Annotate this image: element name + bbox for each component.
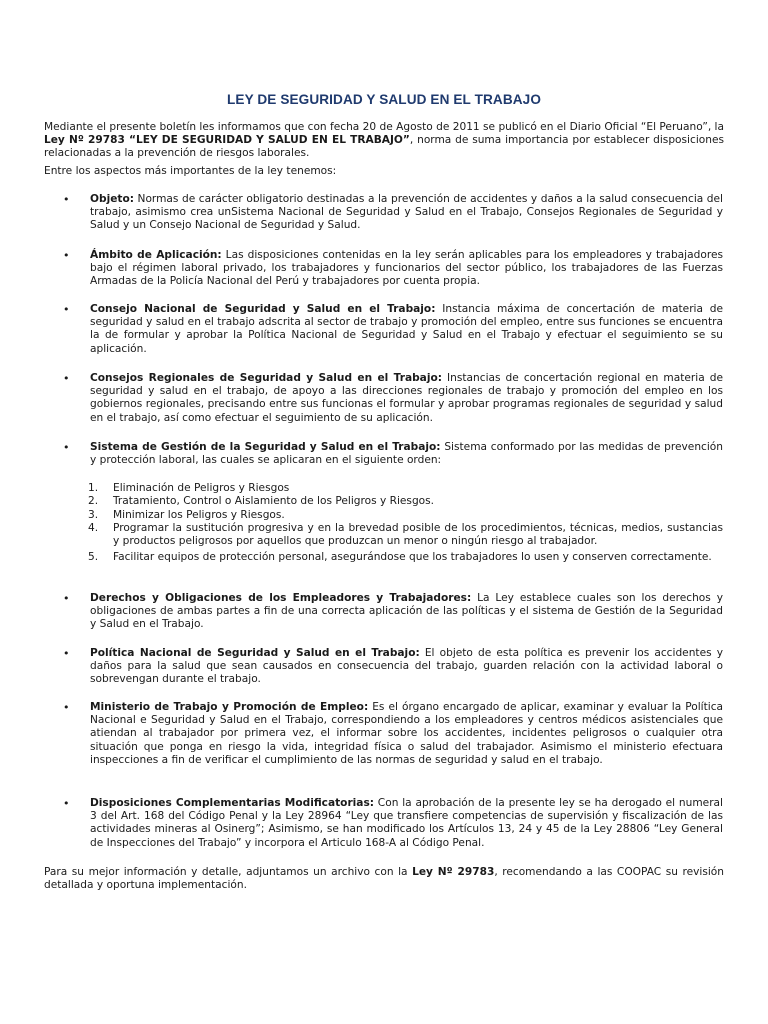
bullet-text (90, 372, 723, 425)
bullet-description: Sistema conformado por las medidas de prevención y protección laboral, las cuales se aplicaran en el siguiente orden: (90, 441, 723, 467)
bullet-symbol: • (63, 797, 70, 810)
item-number: 2. (88, 495, 99, 507)
bullet-description: Las disposiciones contenidas en la ley serán aplicables para los empleadores y trabajadores bajo el régimen laboral privado, los trabajadores y funcionarios del sector público, los trabajadores de las Fuerzas Armadas de la Policía Nacional del Perú y trabajadores por cuenta propia. (90, 249, 723, 288)
intro-paragraph (44, 121, 724, 161)
bullet-text (90, 193, 723, 233)
bullet-symbol: • (63, 303, 70, 316)
bullet-description: El objeto de esta política es prevenir los accidentes y daños para la salud que sean causados en consecuencia del trabajo, guarden relación con la actividad laboral o sobrevengan durante el trabajo. (90, 647, 723, 686)
bullet-symbol: • (63, 701, 70, 714)
bullet-text (90, 647, 723, 687)
bullet-symbol: • (63, 441, 70, 454)
bullet-label: Consejo Nacional de Seguridad y Salud en el Trabajo: (90, 303, 436, 315)
bullet-label: Sistema de Gestión de la Seguridad y Salud en el Trabajo: (90, 441, 441, 453)
item-text: Tratamiento, Control o Aislamiento de los Peligros y Riesgos. (113, 495, 435, 507)
bullet-text (90, 303, 723, 356)
bullet-text (90, 797, 723, 850)
intro-text-start: Mediante el presente boletín les informamos que con fecha 20 de Agosto de 2011 se publicó en el Diario Oficial “El Peruano”, la (44, 121, 724, 133)
closing-paragraph (44, 866, 724, 892)
closing-text-start: Para su mejor información y detalle, adjuntamos un archivo con la (44, 866, 413, 878)
bullet-label: Política Nacional de Seguridad y Salud en el Trabajo: (90, 647, 420, 659)
bullet-label: Disposiciones Complementarias Modificatorias: (90, 797, 374, 809)
bullet-description: Es el órgano encargado de aplicar, examinar y evaluar la Política Nacional e Seguridad y Salud en el Trabajo, correspondiendo a los empleadores y centros médicos asistenciales que atiendan al trabajador por primera vez, el informar sobre los accidentes, incidentes peligrosos o cualquier otra situación que ponga en riesgo la vida, integridad física o salud del trabajador. Asimismo el ministerio efectuara inspecciones a fin de verificar el cumplimiento de las normas de seguridad y salud en el trabajo. (90, 701, 724, 766)
bullet-symbol: • (63, 372, 70, 385)
item-number: 1. (88, 482, 99, 494)
bullet-text (90, 701, 723, 767)
bullet-text (90, 441, 723, 467)
bullet-symbol: • (63, 249, 70, 262)
intro-text-end: , norma de suma importancia por establecer disposiciones relacionadas a la prevención de riesgos laborales. (44, 134, 724, 160)
bullet-symbol: • (63, 193, 70, 206)
aspects-intro-line: Entre los aspectos más importantes de la ley tenemos: (44, 165, 337, 177)
closing-text-end: , recomendando a las COOPAC su revisión detallada y oportuna implementación. (44, 866, 724, 892)
bullet-description: La Ley establece cuales son los derechos y obligaciones de ambas partes a fin de una correcta aplicación de las políticas y el sistema de Gestión de la Seguridad y Salud en el Trabajo. (90, 592, 723, 631)
item-number: 5. (88, 551, 99, 563)
item-text: Facilitar equipos de protección personal, asegurándose que los trabajadores lo usen y conserven correctamente. (113, 551, 712, 563)
bullet-label: Ministerio de Trabajo y Promoción de Empleo: (90, 701, 369, 713)
bullet-text (90, 592, 723, 632)
intro-law-name: Ley Nº 29783 “LEY DE SEGURIDAD Y SALUD EN EL TRABAJO” (44, 134, 410, 147)
bullet-label: Derechos y Obligaciones de los Empleadores y Trabajadores: (90, 592, 472, 604)
closing-law-name: Ley Nº 29783 (412, 866, 495, 878)
bullet-description: Instancias de concertación regional en materia de seguridad y salud en el trabajo, de apoyo a las direcciones regionales de trabajo y promoción del empleo en los gobiernos regionales, precisando entre sus funcionas el formular y aprobar programas regionales de seguridad y salud en el trabajo, así como efectuar el seguimiento de su aplicación. (90, 372, 723, 424)
bullet-label: Objeto: (90, 193, 134, 205)
item-text: Minimizar los Peligros y Riesgos. (113, 509, 285, 521)
bullet-symbol: • (63, 647, 70, 660)
item-text: Programar la sustitución progresiva y en la brevedad posible de los procedimientos, técnicas, medios, sustancias y productos peligrosos por aquellos que produzcan un menor o ningún riesgo al trabajador. (113, 522, 723, 548)
page-title: LEY DE SEGURIDAD Y SALUD EN EL TRABAJO (227, 92, 541, 107)
item-text: Eliminación de Peligros y Riesgos (113, 482, 290, 494)
bullet-label: Consejos Regionales de Seguridad y Salud en el Trabajo: (90, 372, 442, 384)
bullet-description: Con la aprobación de la presente ley se ha derogado el numeral 3 del Art. 168 del Código Penal y la Ley 28964 “Ley que transfiere competencias de supervisión y fiscalización de las actividades mineras al Osinerg”; Asimismo, se han modificado los Artículos 13, 24 y 45 de la Ley 28806 “Ley General de Inspecciones del Trabajo” y incorpora el Articulo 168-A al Código Penal. (90, 797, 723, 849)
bullet-description: Instancia máxima de concertación de materia de seguridad y salud en el trabajo adscrita al sector de trabajo y promoción del empleo, entre sus funciones se encuentra la de formular y aprobar la Política Nacional de Seguridad y Salud en el Trabajo y efectuar el seguimiento se su aplicación. (90, 303, 724, 355)
bullet-symbol: • (63, 592, 70, 605)
item-number: 3. (88, 509, 99, 521)
bullet-description: Normas de carácter obligatorio destinadas a la prevención de accidentes y daños a la salud consecuencia del trabajo, asimismo crea unSistema Nacional de Seguridad y Salud en el Trabajo, Consejos Regionales de Seguridad y Salud y un Consejo Nacional de Seguridad y Salud. (90, 193, 723, 232)
bullet-label: Ámbito de Aplicación: (90, 249, 222, 261)
item-number: 4. (88, 522, 99, 534)
bullet-text (90, 249, 723, 289)
